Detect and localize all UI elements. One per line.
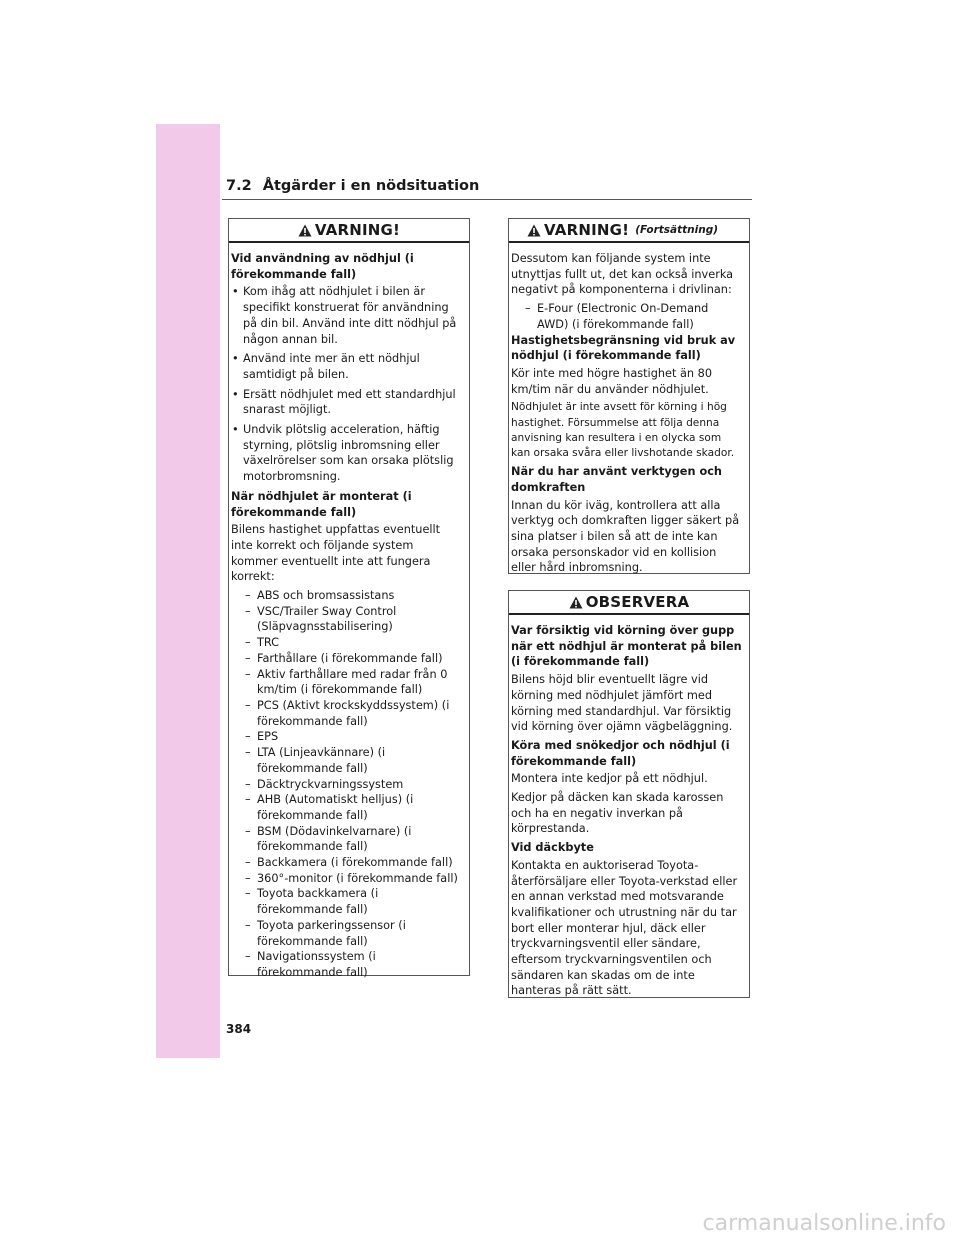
section-number: 7.2 <box>226 178 252 194</box>
bullet-text: Använd inte mer än ett nödhjul samtidigt på bilen. <box>243 352 420 381</box>
warning-title: VARNING! <box>544 221 630 239</box>
warning-paragraph: Kör inte med högre hastighet än 80 km/tim när du använder nödhjulet. <box>511 366 713 396</box>
list-item: – Navigationssystem (i förekommande fall) <box>245 950 376 979</box>
warning-heading: När nödhjulet är monterat (i förekommande fall) <box>231 489 412 519</box>
notice-paragraph: Bilens höjd blir eventuellt lägre vid körning med nödhjulet jämfört med körning med standardhjul. Var försiktig vid körning över ojämn vägbeläggning. <box>511 673 733 734</box>
system-text: Aktiv farthållare med radar från 0 km/tim (i förekommande fall) <box>257 667 448 697</box>
system-text: BSM (Dödavinkelvarnare) (i förekommande fall) <box>257 824 412 854</box>
warning-paragraph: Innan du kör iväg, kontrollera att alla verktyg och domkraften ligger säkert på sina platser i bilen så att de inte kan orsaka personskador vid en kollision eller hård inbromsning. <box>511 498 740 575</box>
list-item: – E-Four (Electronic On-Demand AWD) (i förekommande fall) <box>525 302 709 331</box>
list-item: – PCS (Aktivt krockskyddssystem) (i förekommande fall) <box>245 698 450 728</box>
page-number: 384 <box>226 1022 252 1036</box>
notice-title: OBSERVERA <box>585 593 690 611</box>
list-item: – Farthållare (i förekommande fall) <box>245 651 443 665</box>
system-text: Farthållare (i förekommande fall) <box>257 651 443 665</box>
list-item: – EPS <box>245 730 279 744</box>
warning-heading: Vid användning av nödhjul (i förekommande fall) <box>231 252 414 281</box>
list-item: – 360°-monitor (i förekommande fall) <box>245 871 458 885</box>
system-text: E-Four (Electronic On-Demand AWD) (i förekommande fall) <box>537 302 709 331</box>
list-item: – BSM (Dödavinkelvarnare) (i förekommande fall) <box>245 824 412 854</box>
system-text: LTA (Linjeavkännare) (i förekommande fall) <box>257 746 386 775</box>
system-text: EPS <box>257 730 279 744</box>
watermark[interactable]: carmanualsonline.info <box>702 1211 946 1236</box>
system-text: ABS och bromsassistans <box>257 589 395 603</box>
warning-subtitle: (Fortsättning) <box>635 224 719 236</box>
list-item: – Däcktryckvarningssystem <box>245 777 404 791</box>
side-tab <box>156 124 220 1058</box>
notice-heading: Var försiktig vid körning över gupp när ett nödhjul är monterat på bilen (i förekommande fall) <box>511 624 742 669</box>
list-item: – Aktiv farthållare med radar från 0 km/tim (i förekommande fall) <box>245 667 448 697</box>
list-item: – Toyota backkamera (i förekommande fall) <box>245 887 379 917</box>
warning-body <box>509 243 749 585</box>
list-item: – ABS och bromsassistans <box>245 589 395 603</box>
list-item: – TRC <box>245 636 280 650</box>
system-text: 360°-monitor (i förekommande fall) <box>257 871 458 885</box>
warning-continued-box <box>508 218 750 574</box>
list-item: – Backkamera (i förekommande fall) <box>245 856 453 870</box>
notice-body <box>509 615 749 1008</box>
warning-heading: Hastighetsbegränsning vid bruk av nödhjul (i förekommande fall) <box>511 333 736 363</box>
section-title-text: Åtgärder i en nödsituation <box>262 178 480 194</box>
warning-paragraph: Dessutom kan följande system inte utnyttjas fullt ut, det kan också inverka negativt på komponenterna i drivlinan: <box>511 252 734 297</box>
bullet-text: Kom ihåg att nödhjulet i bilen är specifikt konstruerat för användning på din bil. Använd inte ditt nödhjul på någon annan bil. <box>243 285 457 346</box>
system-text: Backkamera (i förekommande fall) <box>257 856 453 870</box>
system-text: TRC <box>257 636 280 650</box>
list-item: – Toyota parkeringssensor (i förekommande fall) <box>245 918 406 948</box>
warning-paragraph: Bilens hastighet uppfattas eventuellt inte korrekt och följande system kommer eventuellt inte att fungera korrekt: <box>231 523 441 584</box>
notice-paragraph: Kedjor på däcken kan skada karossen och ha en negativ inverkan på körprestanda. <box>511 791 724 836</box>
list-item: – VSC/Trailer Sway Control (Släpvagnsstabilisering) <box>245 604 397 634</box>
warning-triangle-icon <box>298 224 312 237</box>
list-item: – AHB (Automatiskt helljus) (i förekommande fall) <box>245 793 414 822</box>
system-text: Toyota parkeringssensor (i förekommande fall) <box>257 918 406 948</box>
system-text: VSC/Trailer Sway Control (Släpvagnsstabilisering) <box>257 604 397 634</box>
bullet-text: Ersätt nödhjulet med ett standardhjul snarast möjligt. <box>243 387 456 417</box>
system-text: PCS (Aktivt krockskyddssystem) (i förekommande fall) <box>257 698 450 728</box>
system-text: Navigationssystem (i förekommande fall) <box>257 950 376 979</box>
warning-heading: När du har använt verktygen och domkraften <box>511 465 722 494</box>
section-rule <box>222 199 752 200</box>
notice-box <box>508 590 750 998</box>
system-text: Däcktryckvarningssystem <box>257 777 404 791</box>
warning-paragraph: Nödhjulet är inte avsett för körning i hög hastighet. Försummelse att följa denna anvisning kan resultera i en olycka som kan orsaka svåra eller livshotande skador. <box>511 401 735 459</box>
warning-title: VARNING! <box>314 221 401 239</box>
notice-triangle-icon <box>569 596 583 609</box>
notice-paragraph: Kontakta en auktoriserad Toyota-återförsäljare eller Toyota-verkstad eller en annan verkstad med motsvarande kvalifikationer och utrustning när du tar bort eller monterar hjul, däck eller tryckvarningsventil eller sändare, eftersom tryckvarningsventilen och sändaren kan skadas om de inte hanteras på rätt sätt. <box>511 858 738 998</box>
warning-body <box>229 243 469 987</box>
warning-header <box>509 219 749 243</box>
section-title <box>226 178 479 194</box>
drivetrain-list <box>525 301 743 332</box>
list-item: • Använd inte mer än ett nödhjul samtidigt på bilen. <box>231 351 463 382</box>
notice-heading: Köra med snökedjor och nödhjul (i förekommande fall) <box>511 738 730 768</box>
notice-heading: Vid däckbyte <box>511 841 594 855</box>
notice-paragraph: Montera inte kedjor på ett nödhjul. <box>511 772 708 786</box>
systems-list <box>245 588 463 981</box>
list-item: – LTA (Linjeavkännare) (i förekommande fall) <box>245 746 386 775</box>
notice-header <box>509 591 749 615</box>
system-text: AHB (Automatiskt helljus) (i förekommande fall) <box>257 793 414 822</box>
warning-header <box>229 219 469 243</box>
warning-box <box>228 218 470 979</box>
list-item: • Ersätt nödhjulet med ett standardhjul snarast möjligt. <box>231 387 463 418</box>
system-text: Toyota backkamera (i förekommande fall) <box>257 887 379 917</box>
bullet-text: Undvik plötslig acceleration, häftig styrning, plötslig inbromsning eller växelrörelser som kan orsaka plötslig motorbromsning. <box>243 423 454 484</box>
warning-triangle-icon <box>527 224 541 237</box>
list-item: • Kom ihåg att nödhjulet i bilen är specifikt konstruerat för användning på din bil. Använd inte ditt nödhjul på någon annan bil. <box>231 284 463 347</box>
list-item: • Undvik plötslig acceleration, häftig styrning, plötslig inbromsning eller växelrörelser som kan orsaka plötslig motorbromsning. <box>231 422 463 485</box>
